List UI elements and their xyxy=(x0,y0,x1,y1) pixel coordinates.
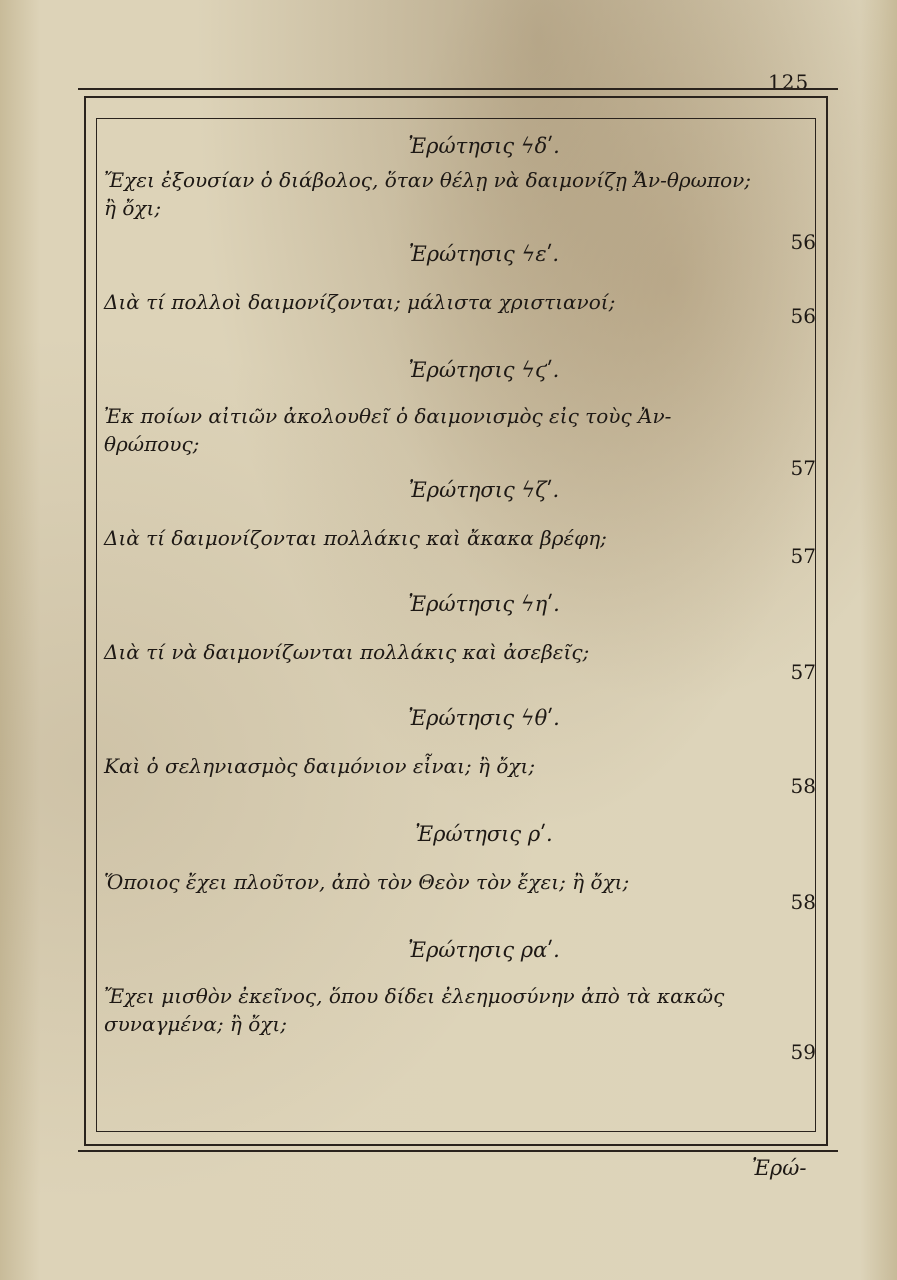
entry-question: Ἔχει ἐξουσίαν ὁ διάβολος, ὅταν θέλῃ νὰ δαιμονίζῃ Ἄν-θρωπον; ἢ ὄχι; xyxy=(104,168,752,220)
entry-heading: Ἐρώτησις ραʹ. xyxy=(408,938,560,962)
entry-question: Διὰ τί πολλοὶ δαιμονίζονται; μάλιστα χριστιανοί; xyxy=(104,290,616,314)
entry-question: Ἐκ ποίων αἰτιῶν ἀκολουθεῖ ὁ δαιμονισμὸς εἰς τοὺς Ἀν-θρώπους; xyxy=(104,404,672,456)
entry-100 xyxy=(104,822,824,914)
entry-heading: Ἐρώτησις ϟηʹ. xyxy=(408,592,560,616)
entry-heading: Ἐρώτησις ϟθʹ. xyxy=(408,706,560,730)
entry-page-ref: 56 xyxy=(790,230,816,254)
entry-heading: Ἐρώτησις ρʹ. xyxy=(415,822,553,846)
entry-page-ref: 57 xyxy=(790,544,816,568)
entry-page-ref: 59 xyxy=(790,1040,816,1064)
question-index xyxy=(104,126,824,1126)
bottom-rule xyxy=(78,1150,838,1152)
catchword: Ἐρώ- xyxy=(752,1156,807,1180)
entry-question: Διὰ τί νὰ δαιμονίζωνται πολλάκις καὶ ἀσεβεῖς; xyxy=(104,640,590,664)
entry-page-ref: 56 xyxy=(790,304,816,328)
entry-page-ref: 58 xyxy=(790,774,816,798)
entry-heading: Ἐρώτησις ϟεʹ. xyxy=(408,242,560,266)
entry-heading: Ἐρώτησις ϟζʹ. xyxy=(408,478,560,502)
entry-98 xyxy=(104,592,824,684)
entry-page-ref: 57 xyxy=(790,456,816,480)
entry-96 xyxy=(104,358,824,480)
top-rule xyxy=(78,88,838,90)
entry-question: Ὅποιος ἔχει πλοῦτον, ἀπὸ τὸν Θεὸν τὸν ἔχει; ἢ ὄχι; xyxy=(104,870,630,894)
entry-question: Ἔχει μισθὸν ἐκεῖνος, ὅπου δίδει ἐλεημοσύνην ἀπὸ τὰ κακῶς συναγμένα; ἢ ὄχι; xyxy=(104,984,725,1036)
entry-101 xyxy=(104,938,824,1064)
entry-97 xyxy=(104,478,824,568)
entry-heading: Ἐρώτησις ϟϛʹ. xyxy=(408,358,560,382)
entry-question: Καὶ ὁ σεληνιασμὸς δαιμόνιον εἶναι; ἢ ὄχι; xyxy=(104,754,536,778)
entry-heading: Ἐρώτησις ϟδʹ. xyxy=(408,134,560,158)
entry-page-ref: 58 xyxy=(790,890,816,914)
entry-question: Διὰ τί δαιμονίζονται πολλάκις καὶ ἄκακα βρέφη; xyxy=(104,526,607,550)
entry-page-ref: 57 xyxy=(790,660,816,684)
entry-95 xyxy=(104,242,824,328)
page-number: 125 xyxy=(768,70,810,94)
entry-99 xyxy=(104,706,824,798)
